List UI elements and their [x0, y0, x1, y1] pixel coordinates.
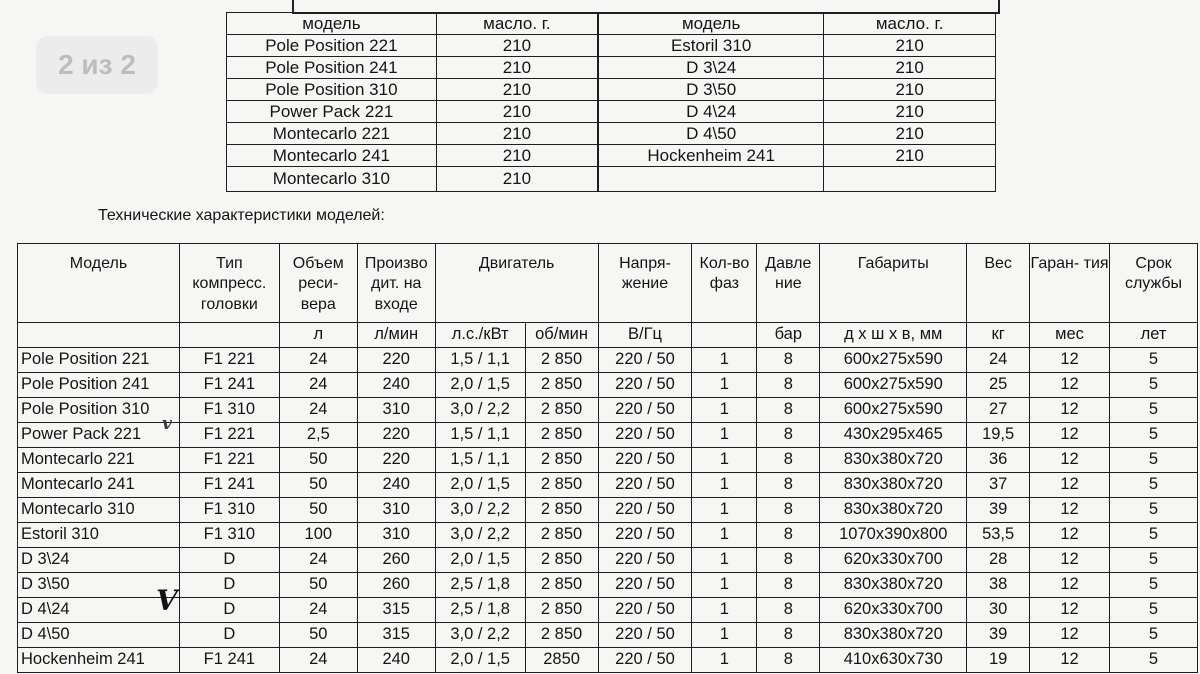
spec-cell: D [179, 623, 279, 648]
spec-cell: 620x330x700 [820, 598, 967, 623]
spec-cell: 5 [1110, 523, 1198, 548]
spec-row [18, 573, 1198, 598]
spec-cell: 3,0 / 2,2 [435, 398, 525, 423]
spec-row [18, 448, 1198, 473]
spec-cell: F1 241 [179, 473, 279, 498]
model-name-cell: D 4\24 [18, 598, 180, 623]
oil-cell: Hockenheim 241 [598, 145, 824, 167]
unit-cell: бар [757, 323, 820, 348]
spec-cell: 8 [757, 373, 820, 398]
oil-header-cell: модель [227, 13, 437, 35]
oil-cell: Pole Position 241 [227, 57, 437, 79]
spec-cell: 220 / 50 [598, 498, 692, 523]
spec-row [18, 648, 1198, 673]
spec-cell: 1 [692, 423, 757, 448]
spec-table-caption: Технические характеристики моделей: [98, 207, 385, 224]
header-pressure: Давле ние [757, 244, 820, 323]
spec-cell: 37 [967, 473, 1030, 498]
spec-cell: 600x275x590 [820, 373, 967, 398]
model-name-cell: Estoril 310 [18, 523, 180, 548]
spec-cell: 12 [1030, 373, 1110, 398]
spec-cell: 2 850 [525, 623, 598, 648]
model-name-cell: D 3\50 [18, 573, 180, 598]
spec-cell: 310 [357, 523, 435, 548]
oil-cell: 210 [436, 167, 598, 192]
spec-cell: 220 [357, 423, 435, 448]
spec-cell: 25 [967, 373, 1030, 398]
spec-cell: 12 [1030, 648, 1110, 673]
spec-cell: 12 [1030, 348, 1110, 373]
spec-cell: 39 [967, 498, 1030, 523]
model-name-cell: Pole Position 310 [18, 398, 180, 423]
spec-row [18, 473, 1198, 498]
unit-cell [18, 323, 180, 348]
oil-header-cell: масло. г. [824, 13, 996, 35]
spec-cell: 2,5 [279, 423, 357, 448]
spec-cell: 36 [967, 448, 1030, 473]
spec-row [18, 548, 1198, 573]
oil-cell: 210 [824, 123, 996, 145]
spec-cell: 24 [967, 348, 1030, 373]
header-dimensions: Габариты [820, 244, 967, 323]
spec-cell: 2,0 / 1,5 [435, 648, 525, 673]
spec-cell: 830x380x720 [820, 448, 967, 473]
spec-cell: 220 / 50 [598, 348, 692, 373]
spec-cell: 220 [357, 348, 435, 373]
spec-cell: 30 [967, 598, 1030, 623]
spec-cell: 27 [967, 398, 1030, 423]
spec-cell: 3,0 / 2,2 [435, 523, 525, 548]
header-phases: Кол-во фаз [692, 244, 757, 323]
spec-cell: 12 [1030, 473, 1110, 498]
oil-cell: 210 [824, 57, 996, 79]
spec-cell: 220 / 50 [598, 623, 692, 648]
spec-cell: 2 850 [525, 448, 598, 473]
spec-cell: 8 [757, 473, 820, 498]
spec-cell: F1 221 [179, 423, 279, 448]
spec-cell: 8 [757, 398, 820, 423]
spec-cell: F1 310 [179, 398, 279, 423]
spec-cell: 12 [1030, 548, 1110, 573]
spec-cell: 8 [757, 548, 820, 573]
spec-cell: 1 [692, 573, 757, 598]
spec-cell: 1 [692, 648, 757, 673]
spec-cell: 2 850 [525, 573, 598, 598]
spec-cell: 5 [1110, 373, 1198, 398]
oil-cell: 210 [824, 35, 996, 57]
spec-cell: 310 [357, 398, 435, 423]
header-service-life: Срок службы [1110, 244, 1198, 323]
spec-cell: 8 [757, 498, 820, 523]
spec-cell: F1 221 [179, 448, 279, 473]
oil-cell: Pole Position 221 [227, 35, 437, 57]
spec-cell: 5 [1110, 573, 1198, 598]
oil-row [227, 35, 996, 57]
spec-cell: 240 [357, 373, 435, 398]
spec-cell: 310 [357, 498, 435, 523]
spec-cell: 8 [757, 523, 820, 548]
unit-cell: об/мин [525, 323, 598, 348]
oil-cell: Montecarlo 241 [227, 145, 437, 167]
spec-cell: 5 [1110, 623, 1198, 648]
oil-cell: Estoril 310 [598, 35, 824, 57]
spec-cell: 2 850 [525, 598, 598, 623]
spec-cell: 220 / 50 [598, 423, 692, 448]
oil-row [227, 101, 996, 123]
spec-cell: 50 [279, 473, 357, 498]
oil-cell: 210 [436, 79, 598, 101]
spec-cell: 1 [692, 598, 757, 623]
model-name-cell: Power Pack 221 [18, 423, 180, 448]
oil-cell: Montecarlo 221 [227, 123, 437, 145]
unit-cell: л/мин [357, 323, 435, 348]
spec-cell: 220 / 50 [598, 598, 692, 623]
spec-cell: 50 [279, 498, 357, 523]
spec-table [17, 243, 1198, 673]
oil-row [227, 167, 996, 192]
model-name-cell: D 4\50 [18, 623, 180, 648]
spec-cell: 1070x390x800 [820, 523, 967, 548]
spec-cell: 240 [357, 473, 435, 498]
oil-header-cell: модель [598, 13, 824, 35]
header-head-type: Тип компресс. головки [179, 244, 279, 323]
oil-cell: 210 [436, 101, 598, 123]
spec-cell: 8 [757, 448, 820, 473]
spec-cell: 5 [1110, 648, 1198, 673]
spec-cell: 1 [692, 523, 757, 548]
header-engine: Двигатель [435, 244, 598, 323]
spec-cell: 220 [357, 448, 435, 473]
spec-cell: 1 [692, 498, 757, 523]
header-receiver-volume: Объем реси- вера [279, 244, 357, 323]
spec-cell: 12 [1030, 523, 1110, 548]
spec-cell: 2 850 [525, 423, 598, 448]
spec-cell: 8 [757, 598, 820, 623]
spec-cell: 24 [279, 598, 357, 623]
spec-cell: 220 / 50 [598, 523, 692, 548]
spec-cell: 8 [757, 648, 820, 673]
model-name-cell: Montecarlo 310 [18, 498, 180, 523]
header-voltage: Напря- жение [598, 244, 692, 323]
spec-cell: 260 [357, 573, 435, 598]
oil-cell: 210 [824, 101, 996, 123]
spec-cell: 220 / 50 [598, 448, 692, 473]
spec-cell: F1 310 [179, 523, 279, 548]
spec-cell: 1 [692, 373, 757, 398]
spec-row [18, 523, 1198, 548]
spec-cell: 260 [357, 548, 435, 573]
model-name-cell: Hockenheim 241 [18, 648, 180, 673]
spec-cell: 12 [1030, 623, 1110, 648]
spec-cell: 1 [692, 398, 757, 423]
spec-cell: 5 [1110, 348, 1198, 373]
unit-cell: кг [967, 323, 1030, 348]
spec-cell: 1 [692, 623, 757, 648]
spec-cell: 2,5 / 1,8 [435, 573, 525, 598]
spec-row [18, 373, 1198, 398]
spec-cell: 53,5 [967, 523, 1030, 548]
oil-cell: D 3\24 [598, 57, 824, 79]
spec-cell: 220 / 50 [598, 373, 692, 398]
oil-cell: Montecarlo 310 [227, 167, 437, 192]
spec-cell: 830x380x720 [820, 623, 967, 648]
spec-cell: 8 [757, 623, 820, 648]
spec-cell: 620x330x700 [820, 548, 967, 573]
spec-cell: 12 [1030, 448, 1110, 473]
unit-cell: мес [1030, 323, 1110, 348]
spec-cell: D [179, 548, 279, 573]
spec-cell: 410x630x730 [820, 648, 967, 673]
oil-cell: Pole Position 310 [227, 79, 437, 101]
spec-cell: 220 / 50 [598, 573, 692, 598]
spec-cell: 830x380x720 [820, 573, 967, 598]
spec-cell: 2,0 / 1,5 [435, 473, 525, 498]
model-name-cell: D 3\24 [18, 548, 180, 573]
spec-cell: F1 310 [179, 498, 279, 523]
spec-cell: 1 [692, 348, 757, 373]
oil-cell: 210 [436, 35, 598, 57]
spec-cell: 2 850 [525, 523, 598, 548]
spec-cell: 3,0 / 2,2 [435, 623, 525, 648]
spec-cell: 39 [967, 623, 1030, 648]
spec-cell: 19,5 [967, 423, 1030, 448]
spec-header-row [18, 244, 1198, 323]
spec-cell: 2 850 [525, 498, 598, 523]
spec-cell: 5 [1110, 498, 1198, 523]
spec-cell: 3,0 / 2,2 [435, 498, 525, 523]
spec-cell: 12 [1030, 573, 1110, 598]
model-name-cell: Montecarlo 221 [18, 448, 180, 473]
spec-cell: 5 [1110, 598, 1198, 623]
unit-cell [179, 323, 279, 348]
spec-cell: 2,0 / 1,5 [435, 373, 525, 398]
spec-cell: 50 [279, 448, 357, 473]
oil-row [227, 145, 996, 167]
spec-cell: 315 [357, 623, 435, 648]
oil-table [226, 12, 996, 192]
spec-cell: 430x295x465 [820, 423, 967, 448]
unit-cell: л.с./кВт [435, 323, 525, 348]
spec-units-row [18, 323, 1198, 348]
spec-cell: 100 [279, 523, 357, 548]
spec-cell: 2,5 / 1,8 [435, 598, 525, 623]
spec-cell: 24 [279, 373, 357, 398]
spec-cell: F1 221 [179, 348, 279, 373]
spec-row [18, 348, 1198, 373]
spec-cell: 220 / 50 [598, 548, 692, 573]
spec-cell: 8 [757, 423, 820, 448]
spec-cell: 220 / 50 [598, 398, 692, 423]
model-name-cell: Montecarlo 241 [18, 473, 180, 498]
spec-cell: 220 / 50 [598, 648, 692, 673]
spec-cell: 600x275x590 [820, 398, 967, 423]
spec-cell: 28 [967, 548, 1030, 573]
page-indicator: 2 из 2 [36, 36, 158, 94]
oil-row [227, 79, 996, 101]
spec-cell: 1,5 / 1,1 [435, 348, 525, 373]
spec-cell: 5 [1110, 423, 1198, 448]
spec-cell: 600x275x590 [820, 348, 967, 373]
spec-cell: 2 850 [525, 548, 598, 573]
header-flow: Произво дит. на входе [357, 244, 435, 323]
spec-cell: 12 [1030, 598, 1110, 623]
spec-cell: 5 [1110, 448, 1198, 473]
oil-cell [598, 167, 824, 192]
oil-header-cell: масло. г. [436, 13, 598, 35]
model-name-cell: Pole Position 221 [18, 348, 180, 373]
spec-row [18, 423, 1198, 448]
spec-cell: 24 [279, 548, 357, 573]
spec-row [18, 498, 1198, 523]
spec-cell: D [179, 573, 279, 598]
oil-cell: 210 [436, 123, 598, 145]
oil-cell: 210 [436, 57, 598, 79]
oil-table-body [227, 13, 996, 192]
spec-cell: 12 [1030, 398, 1110, 423]
spec-cell: 5 [1110, 548, 1198, 573]
model-name-cell: Pole Position 241 [18, 373, 180, 398]
oil-header-row [227, 13, 996, 35]
oil-cell: Power Pack 221 [227, 101, 437, 123]
spec-cell: 12 [1030, 423, 1110, 448]
spec-cell: 240 [357, 648, 435, 673]
spec-cell: 8 [757, 573, 820, 598]
oil-cell: 210 [436, 145, 598, 167]
spec-cell: 2 850 [525, 348, 598, 373]
spec-cell: 8 [757, 348, 820, 373]
spec-cell: 24 [279, 348, 357, 373]
spec-cell: 2,0 / 1,5 [435, 548, 525, 573]
header-warranty: Гаран- тия [1030, 244, 1110, 323]
spec-cell: 2 850 [525, 473, 598, 498]
spec-cell: 1 [692, 473, 757, 498]
handwritten-check-d424: V [156, 584, 178, 617]
spec-cell: 12 [1030, 498, 1110, 523]
unit-cell [692, 323, 757, 348]
spec-cell: 1 [692, 448, 757, 473]
oil-cell: 210 [824, 79, 996, 101]
spec-cell: 830x380x720 [820, 473, 967, 498]
oil-cell: D 3\50 [598, 79, 824, 101]
oil-cell: D 4\50 [598, 123, 824, 145]
spec-row [18, 598, 1198, 623]
spec-cell: F1 241 [179, 648, 279, 673]
oil-row [227, 57, 996, 79]
spec-cell: 1 [692, 548, 757, 573]
spec-cell: 19 [967, 648, 1030, 673]
spec-cell: 2850 [525, 648, 598, 673]
spec-cell: 830x380x720 [820, 498, 967, 523]
spec-cell: 5 [1110, 398, 1198, 423]
oil-cell [824, 167, 996, 192]
oil-row [227, 123, 996, 145]
header-model: Модель [18, 244, 180, 323]
spec-row [18, 398, 1198, 423]
spec-cell: 5 [1110, 473, 1198, 498]
spec-cell: F1 241 [179, 373, 279, 398]
spec-cell: 24 [279, 648, 357, 673]
spec-cell: 2 850 [525, 373, 598, 398]
unit-cell: д х ш х в, мм [820, 323, 967, 348]
spec-cell: 24 [279, 398, 357, 423]
spec-cell: 1,5 / 1,1 [435, 448, 525, 473]
spec-cell: D [179, 598, 279, 623]
spec-cell: 50 [279, 573, 357, 598]
spec-cell: 2 850 [525, 398, 598, 423]
spec-cell: 220 / 50 [598, 473, 692, 498]
spec-cell: 1,5 / 1,1 [435, 423, 525, 448]
unit-cell: л [279, 323, 357, 348]
unit-cell: лет [1110, 323, 1198, 348]
spec-row [18, 623, 1198, 648]
header-weight: Вес [967, 244, 1030, 323]
spec-cell: 38 [967, 573, 1030, 598]
handwritten-tick-power-pack: v [162, 414, 172, 434]
oil-cell: D 4\24 [598, 101, 824, 123]
unit-cell: В/Гц [598, 323, 692, 348]
spec-cell: 315 [357, 598, 435, 623]
oil-cell: 210 [824, 145, 996, 167]
spec-cell: 50 [279, 623, 357, 648]
